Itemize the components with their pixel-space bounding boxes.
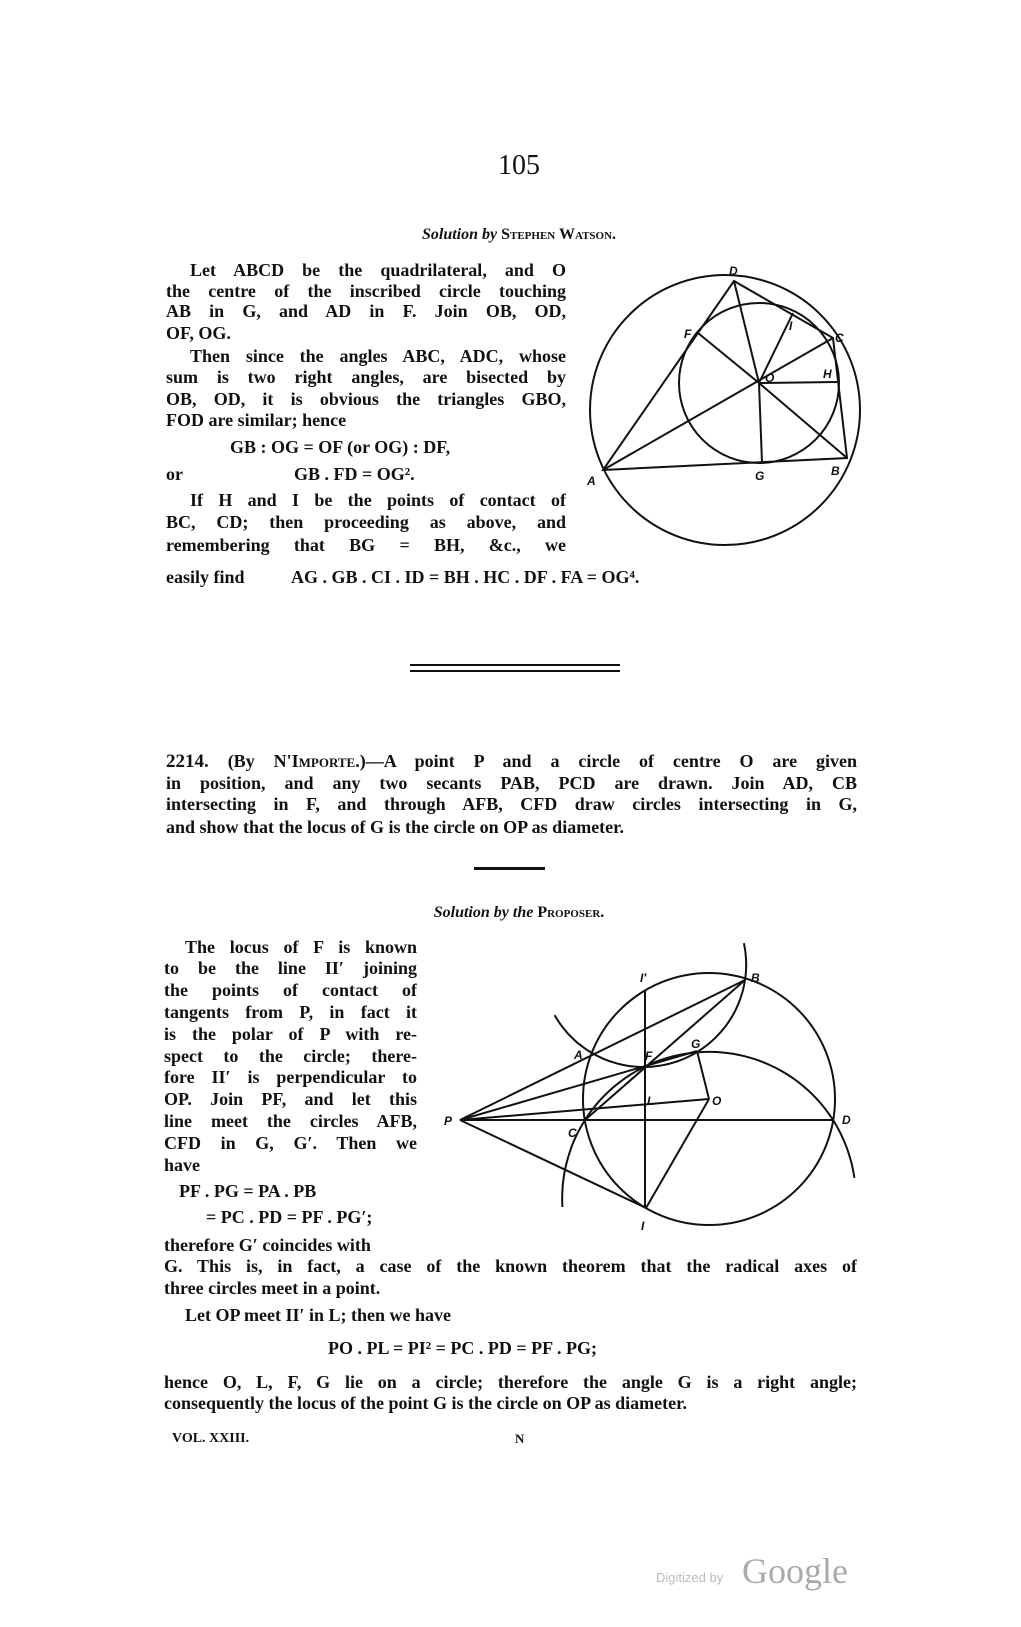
text-line: therefore G′ coincides with bbox=[164, 1235, 371, 1255]
text-line: tangents from P, in fact it bbox=[164, 1002, 417, 1022]
quadrilateral-diagram bbox=[590, 275, 860, 545]
heading-prefix: Solution by the bbox=[433, 904, 534, 921]
label-o: O bbox=[765, 371, 775, 385]
question-number: 2214. bbox=[166, 751, 209, 772]
text-line: Then since the angles ABC, ADC, whose bbox=[190, 346, 566, 366]
text-line: to be the line II′ joining bbox=[164, 958, 417, 978]
text-line: hence O, L, F, G lie on a circle; therefore the angle G is a right angle; bbox=[164, 1372, 857, 1392]
equation: AG . GB . CI . ID = BH . HC . DF . FA = OG⁴. bbox=[291, 567, 640, 587]
quadrilateral-abcd bbox=[603, 281, 847, 470]
label-i: I bbox=[789, 319, 793, 333]
google-watermark-logo: Google bbox=[742, 1551, 848, 1591]
text-line: the centre of the inscribed circle touching bbox=[166, 281, 566, 301]
heading-prefix: Solution by bbox=[421, 226, 498, 243]
diagram2-labels bbox=[444, 971, 851, 1233]
text-line: BC, CD; then proceeding as above, and bbox=[166, 512, 566, 532]
heading-author: Stephen Watson. bbox=[501, 226, 617, 243]
text-line: Let OP meet II′ in L; then we have bbox=[185, 1305, 452, 1325]
text-line: FOD are similar; hence bbox=[166, 410, 347, 430]
label-f: F bbox=[684, 327, 692, 341]
question-by: (By bbox=[227, 751, 274, 771]
label-i-prime: I′ bbox=[640, 971, 647, 985]
label-g: G bbox=[755, 469, 765, 483]
segment-of bbox=[698, 333, 759, 383]
label-h: H bbox=[823, 367, 832, 381]
heading-author: Proposer. bbox=[537, 904, 605, 921]
label-i: I bbox=[641, 1219, 645, 1233]
segment-od bbox=[734, 281, 759, 383]
segment-og bbox=[759, 383, 762, 463]
text-line: fore II′ is perpendicular to bbox=[164, 1067, 417, 1087]
label-f: F bbox=[645, 1049, 653, 1063]
text-line: remembering that BG = BH, &c., we bbox=[166, 535, 566, 555]
text-line: OB, OD, it is obvious the triangles GBO, bbox=[166, 389, 566, 409]
question-author: N'Importe bbox=[273, 751, 356, 771]
text-line: the points of contact of bbox=[164, 980, 417, 1000]
label-b: B bbox=[831, 464, 840, 478]
text-line: three circles meet in a point. bbox=[164, 1278, 381, 1298]
text-line: line meet the circles AFB, bbox=[164, 1111, 417, 1131]
watermark-prefix: Digitized by bbox=[656, 1570, 724, 1585]
tangent-pi bbox=[460, 1120, 646, 1208]
equation: PF . PG = PA . PB bbox=[179, 1181, 317, 1201]
text-line: AB in G, and AD in F. Join OB, OD, bbox=[166, 301, 566, 321]
signature-mark: N bbox=[515, 1431, 525, 1446]
text-line: have bbox=[164, 1155, 200, 1175]
text-or: or bbox=[166, 464, 183, 484]
label-p: P bbox=[444, 1114, 453, 1128]
question-line: intersecting in F, and through AFB, CFD draw circles intersecting in G, bbox=[166, 794, 857, 814]
question-line: in position, and any two secants PAB, PCD are drawn. Join AD, CB bbox=[166, 773, 857, 793]
equation: = PC . PD = PF . PG′; bbox=[206, 1207, 373, 1227]
label-d: D bbox=[842, 1113, 851, 1127]
locus-diagram bbox=[460, 943, 854, 1225]
text-line: sum is two right angles, are bisected by bbox=[166, 367, 566, 387]
circle-cfd-arc bbox=[562, 1052, 854, 1207]
text-line: spect to the circle; there- bbox=[164, 1046, 417, 1066]
circumscribed-circle bbox=[590, 275, 860, 545]
segment-go bbox=[697, 1051, 709, 1099]
question-text: .)—A point P and a circle of centre O are given bbox=[355, 751, 857, 771]
segment-oi bbox=[646, 1099, 709, 1208]
label-g: G bbox=[691, 1037, 701, 1051]
text-line: Let ABCD be the quadrilateral, and O bbox=[190, 260, 566, 280]
text-line: OP. Join PF, and let this bbox=[164, 1089, 417, 1109]
equation: PO . PL = PI² = PC . PD = PF . PG; bbox=[328, 1338, 597, 1358]
equation: GB . FD = OG². bbox=[294, 464, 415, 484]
label-o: O bbox=[712, 1094, 722, 1108]
label-a: A bbox=[574, 1048, 583, 1062]
page-number: 105 bbox=[498, 150, 540, 181]
text-line: OF, OG. bbox=[166, 323, 231, 343]
text-line: If H and I be the points of contact of bbox=[190, 490, 566, 510]
text-line: consequently the locus of the point G is the circle on OP as diameter. bbox=[164, 1393, 687, 1413]
question-line: and show that the locus of G is the circle on OP as diameter. bbox=[166, 817, 624, 837]
text-line: The locus of F is known bbox=[185, 937, 417, 957]
text-line: is the polar of P with re- bbox=[164, 1024, 417, 1044]
label-c: C bbox=[568, 1126, 577, 1140]
diagram1-labels bbox=[586, 264, 844, 488]
volume-footer: VOL. XXIII. bbox=[172, 1431, 250, 1446]
label-c: C bbox=[835, 331, 844, 345]
label-b: B bbox=[751, 971, 760, 985]
label-d: D bbox=[729, 264, 738, 278]
text-line: CFD in G, G′. Then we bbox=[164, 1133, 417, 1153]
equation: GB : OG = OF (or OG) : DF, bbox=[230, 437, 451, 457]
label-l: L bbox=[647, 1094, 655, 1108]
label-a: A bbox=[587, 474, 596, 488]
segment-ob bbox=[759, 383, 847, 458]
text-line: easily find bbox=[166, 567, 245, 587]
diagonal-ac bbox=[603, 338, 833, 470]
text-line: G. This is, in fact, a case of the known theorem that the radical axes of bbox=[164, 1256, 857, 1276]
